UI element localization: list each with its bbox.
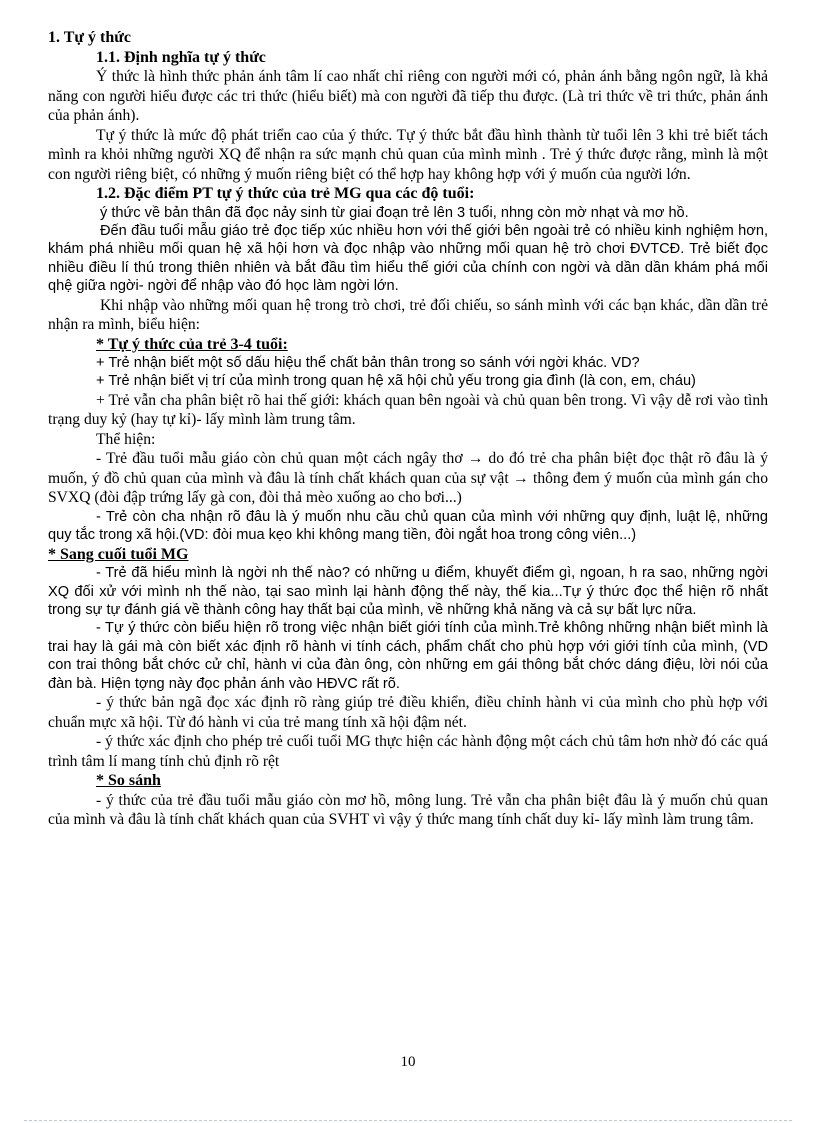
- paragraph-preschool-start: Đến đầu tuổi mẫu giáo trẻ đọc tiếp xúc nhiều hơn với thế giới bên ngoài trẻ có nhiều kinh nghiệm hơn, khám phá nhiều mối quan hệ xã hội hơn và đọc nhập vào những mối quan hệ trò chơi ĐVTCĐ. Trẻ biết đọc nhiều điều lí thú trong thiên nhiên và bắt đầu tìm hiểu thế giới của chính con ngời và dần dần khám phá mối qhệ giữa ngời- ngời để nhập vào đó học làm ngời lớn.: [48, 222, 768, 295]
- heading-comparison: * So sánh: [96, 772, 161, 789]
- heading-1-2: 1.2. Đặc điểm PT tự ý thức của trẻ MG qua các độ tuổi:: [96, 185, 475, 202]
- paragraph-self-awareness-origin: ý thức về bản thân đã đọc nảy sinh từ giai đoạn trẻ lên 3 tuổi, nhng còn mờ nhạt và mơ hồ.: [100, 204, 689, 221]
- paragraph-comparison: - ý thức của trẻ đầu tuổi mẫu giáo còn mơ hồ, mông lung. Trẻ vẫn cha phân biệt đâu là ý muốn chủ quan của mình và đâu là tính chất khách quan của SVHT vì vậy ý thức mang tính chất duy kỉ- lấy mình làm trung tâm.: [48, 791, 768, 828]
- paragraph-self-evaluation: - Trẻ đã hiểu mình là ngời nh thế nào? có những u điểm, khuyết điểm gì, ngoan, h ra sao, những ngời XQ đối xử với mình nh thế nào, tại sao mình lại hành động thế này, thế kia...Tự ý thức đọc thể hiện rõ nhất trong sự tự đánh giá về thành công hay thất bại của mình, về những khả năng và cả sự bất lực nữa.: [48, 565, 768, 618]
- paragraph-definition-self-consciousness: Tự ý thức là mức độ phát triển cao của ý thức. Tự ý thức bắt đầu hình thành từ tuổi lên 3 khi trẻ biết tách mình ra khỏi những người XQ để nhận ra sức mạnh chủ quan của mình mình . Trẻ ý thức được rằng, mình là một con người riêng biệt, có những ý muốn riêng biệt có thể hợp hay không hợp với ý muốn của người lớn.: [48, 126, 768, 183]
- paragraph-definition-consciousness: Ý thức là hình thức phản ánh tâm lí cao nhất chỉ riêng con người mới có, phản ánh bằng ngôn ngữ, là khả năng con người hiểu được các tri thức (hiểu biết) mà con người đã tiếp thu được. (Là tri thức về tri thức, phản ánh của phản ánh).: [48, 68, 768, 124]
- page-number: 10: [400, 1054, 416, 1070]
- heading-age-3-4: * Tự ý thức của trẻ 3-4 tuổi:: [96, 335, 288, 353]
- paragraph-manifestation-label: Thể hiện:: [96, 430, 156, 448]
- paragraph-naive-subjectivity: - Trẻ đầu tuổi mẫu giáo còn chủ quan một cách ngây thơ → do đó trẻ cha phân biệt đọc thật rõ đâu là ý muốn, ý đồ chủ quan của mình và đâu là tính chất khách quan của sự vật → thông đem ý muốn của mình gán cho SVXQ (đòi đập trứng lấy gà con, đòi thả mèo xuống ao cho bơi...): [48, 450, 768, 507]
- paragraph-rules: - Trẻ còn cha nhận rõ đâu là ý muốn nhu cầu chủ quan của mình với những quy định, luật lệ, những quy tắc trong xã hội.(VD: đòi mua kẹo khi không mang tiền, đòi ngắt hoa trong công viên...): [48, 508, 768, 544]
- paragraph-intentional: - ý thức xác định cho phép trẻ cuối tuổi MG thực hiện các hành động một cách chủ tâm hơn nhờ đó các quá trình tâm lí mang tính chủ định rõ rệt: [48, 733, 768, 770]
- heading-1-1: 1.1. Định nghĩa tự ý thức: [96, 48, 266, 66]
- paragraph-physical-signs: + Trẻ nhận biết một số dấu hiệu thể chất bản thân trong so sánh với ngời khác. VD?: [96, 355, 640, 372]
- paragraph-ego: - ý thức bản ngã đọc xác định rõ ràng giúp trẻ điều khiển, điều chỉnh hành vi của mình cho phù hợp với chuẩn mực xã hội. Từ đó hành vi của trẻ mang tính xã hội đậm nét.: [48, 694, 768, 731]
- document-page: [48, 28, 768, 830]
- heading-late-preschool: * Sang cuối tuổi MG: [48, 545, 189, 563]
- paragraph-gender: - Tự ý thức còn biểu hiện rõ trong việc nhận biết giới tính của mình.Trẻ không những nhận biết mình là trai hay là gái mà còn biết xác định rõ hành vi tính cách, phẩm chất cho phù hợp với giới tính của mình, (VD con trai thông bắt chớc cử chỉ, hành vi của đàn ông, còn những em gái thông bắt chớc dáng điệu, lời nói của đàn bà. Hiện tợng này đọc phản ánh vào HĐVC rất rõ.: [48, 620, 768, 692]
- paragraph-role-play: Khi nhập vào những mối quan hệ trong trò chơi, trẻ đối chiếu, so sánh mình với các bạn khác, dần dần trẻ nhận ra mình, biểu hiện:: [48, 296, 768, 334]
- paragraph-egocentrism: + Trẻ vẫn cha phân biệt rõ hai thế giới: khách quan bên ngoài và chủ quan bên trong. Vì vậy dễ rơi vào tình trạng duy kỷ (hay tự kỉ)- lấy mình làm trung tâm.: [48, 391, 768, 429]
- paragraph-social-position: + Trẻ nhận biết vị trí của mình trong quan hệ xã hội chủ yếu trong gia đình (là con, em, cháu): [96, 373, 696, 390]
- page-bottom-divider: [24, 1120, 792, 1121]
- heading-1: 1. Tự ý thức: [48, 29, 131, 46]
